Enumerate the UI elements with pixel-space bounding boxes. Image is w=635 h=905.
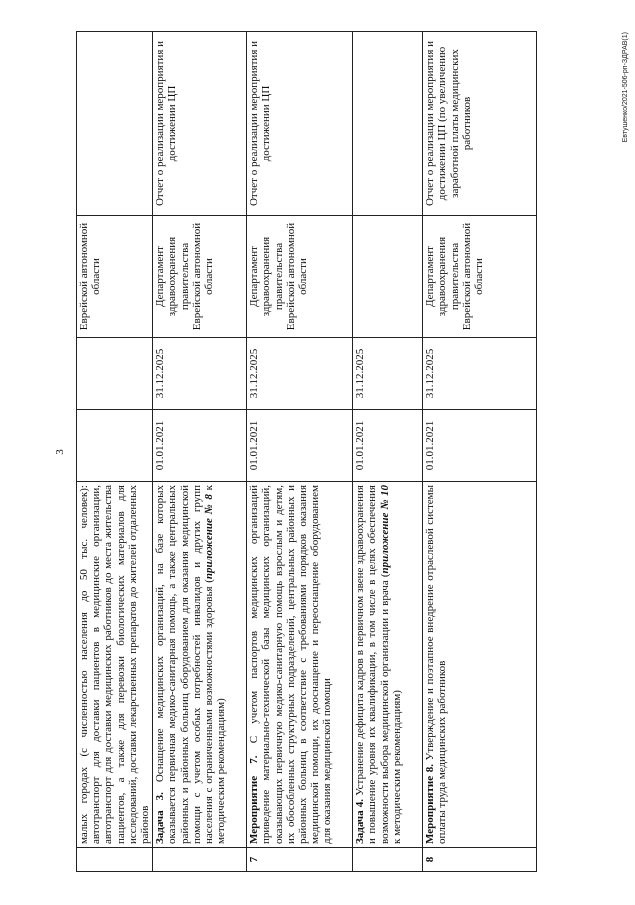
description-tail: к методическим рекомендациям)	[203, 485, 228, 844]
table-row	[153, 32, 247, 872]
responsible-executor: Департамент здравоохранения правительства Еврейской автономной области	[247, 216, 353, 338]
document-stamp: Евтушенко/2021-506-рп-ЗДРАВ(1)	[622, 32, 629, 143]
description-tail: к методическим рекомендациям)	[390, 690, 403, 844]
description-text: С учетом паспортов медицинских организаций приведение материально-технической базы медицинских организаций, оказывающих первичную медико-санитарную помощь взрослым и детям, их обособленных структурных подразделений, центральных районных и районных больниц в соответствие с требованиями порядков оказания медицинской помощи, их дооснащение и переоснащение оборудованием для оказания медицинской помощи	[248, 485, 334, 844]
start-date: 01.01.2021	[153, 410, 247, 482]
expected-result: Отчет о реализации мероприятия и достижении ЦП (по увеличению заработной платы медицинских работников	[423, 32, 537, 216]
row-description	[153, 482, 247, 848]
start-date	[77, 410, 153, 482]
row-description	[247, 482, 353, 848]
end-date: 31.12.2025	[153, 338, 247, 410]
description-text: Устранение дефицита кадров в первичном звене здравоохранения и повышение уровня их квалификации, в том числе в целях обеспечения возможности выбора медицинской организации и врача (	[354, 485, 391, 844]
expected-result: Отчет о реализации мероприятия и достижении ЦП	[153, 32, 247, 216]
responsible-executor: Департамент здравоохранения правительства Еврейской автономной области	[423, 216, 537, 338]
expected-result	[77, 32, 153, 216]
start-date: 01.01.2021	[353, 410, 423, 482]
description-text: Утверждение и поэтапное внедрение отраслевой системы оплаты труда медицинских работников	[424, 485, 449, 844]
description-text: Оснащение медицинских организаций, на базе которых оказывается первичная медико-санитарная помощь, а также центральных районных и районных больниц оборудованием для оказания медицинской помощи с учетом особых потребностей инвалидов и других групп населения с ограниченными возможностями здоровья (	[154, 485, 216, 844]
row-description	[77, 482, 153, 848]
expected-result	[353, 32, 423, 216]
table-row	[77, 32, 153, 872]
row-number: 8	[423, 848, 537, 872]
appendix-reference: приложение № 8	[203, 494, 216, 580]
responsible-executor: Еврейской автономной области	[77, 216, 153, 338]
row-description	[423, 482, 537, 848]
measure-label: Мероприятие 8.	[424, 764, 437, 844]
appendix-reference: приложение № 10	[378, 485, 391, 574]
end-date: 31.12.2025	[353, 338, 423, 410]
table-row	[353, 32, 423, 872]
task-label: Задача 3.	[154, 792, 167, 844]
row-description	[353, 482, 423, 848]
end-date: 31.12.2025	[247, 338, 353, 410]
row-number	[353, 848, 423, 872]
page-number: 3	[54, 449, 66, 455]
table-row	[423, 32, 537, 872]
task-label: Задача 4.	[354, 798, 367, 844]
row-number: 7	[247, 848, 353, 872]
rotated-page	[50, 32, 629, 872]
description-text: малых городах (с численностью населения до 50 тыс. человек): автотранспорт для доставки пациентов в медицинские организации, автотранспорт для доставки медицинских работников до места жительства пациентов, а также для перевозки биологических материалов для исследований, доставки лекарственных препаратов до жителей отдаленных районов	[78, 485, 152, 844]
measures-table	[76, 31, 537, 872]
end-date	[77, 338, 153, 410]
end-date: 31.12.2025	[423, 338, 537, 410]
responsible-executor: Департамент здравоохранения правительства Еврейской автономной области	[153, 216, 247, 338]
responsible-executor	[353, 216, 423, 338]
measure-label: Мероприятие 7.	[248, 755, 261, 844]
expected-result: Отчет о реализации мероприятия и достижении ЦП	[247, 32, 353, 216]
start-date: 01.01.2021	[423, 410, 537, 482]
table-row	[247, 32, 353, 872]
row-number	[77, 848, 153, 872]
row-number	[153, 848, 247, 872]
start-date: 01.01.2021	[247, 410, 353, 482]
